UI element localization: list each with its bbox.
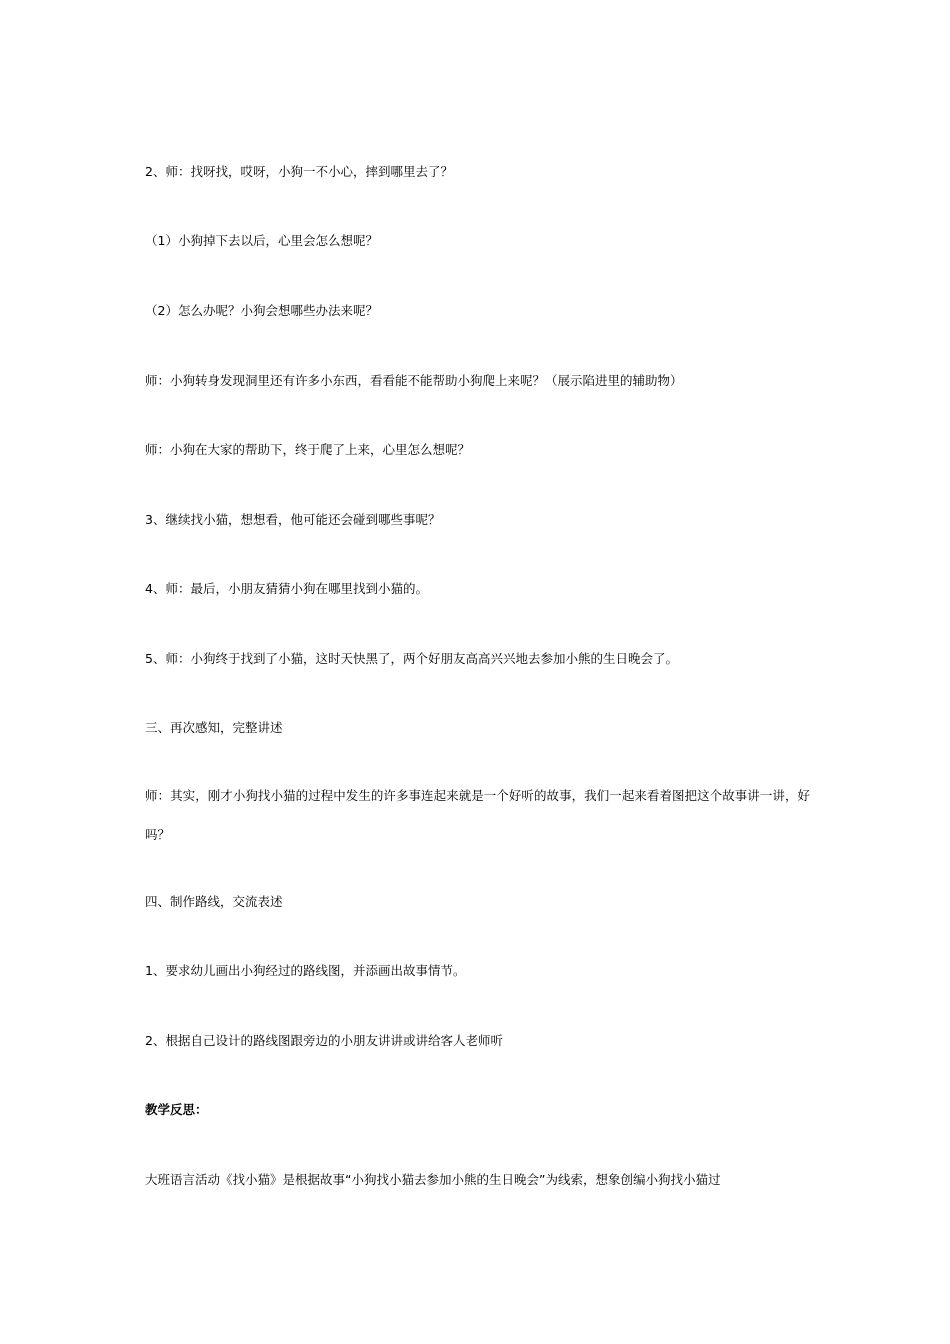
paragraph-step-3: 3、继续找小猫，想想看，他可能还会碰到哪些事呢？ [145,512,441,527]
paragraph-step-4: 4、师：最后，小朋友猜猜小狗在哪里找到小猫的。 [145,581,428,596]
section-heading-4: 四、制作路线，交流表述 [145,894,283,909]
paragraph-step-2-fall: 2、师：找呀找，哎呀，小狗一不小心，摔到哪里去了？ [145,164,453,179]
paragraph-teacher-helpers: 师：小狗转身发现洞里还有许多小东西，看看能不能帮助小狗爬上来呢？（展示陷进里的辅助物） [145,373,683,388]
paragraph-route-step-2: 2、根据自己设计的路线图跟旁边的小朋友讲讲或讲给客人老师听 [145,1033,503,1048]
paragraph-reflection: 大班语言活动《找小猫》是根据故事“小狗找小猫去参加小熊的生日晚会”为线索，想象创编小狗找小猫过 [145,1172,721,1187]
paragraph-teacher-story: 师：其实，刚才小狗找小猫的过程中发生的许多事连起来就是一个好听的故事，我们一起来看着图把这个故事讲一讲，好吗？ [145,788,810,842]
paragraph-teacher-climbed-up: 师：小狗在大家的帮助下，终于爬了上来，心里怎么想呢？ [145,442,471,457]
paragraph-route-step-1: 1、要求幼儿画出小狗经过的路线图，并添画出故事情节。 [145,963,466,978]
paragraph-step-5: 5、师：小狗终于找到了小猫，这时天快黑了，两个好朋友高高兴兴地去参加小熊的生日晚会了。 [145,651,678,666]
reflection-heading: 教学反思： [145,1102,208,1117]
section-heading-3: 三、再次感知，完整讲述 [145,720,283,735]
paragraph-question-2: （2）怎么办呢？小狗会想哪些办法来呢？ [145,303,378,318]
paragraph-question-1: （1）小狗掉下去以后，心里会怎么想呢？ [145,233,378,248]
